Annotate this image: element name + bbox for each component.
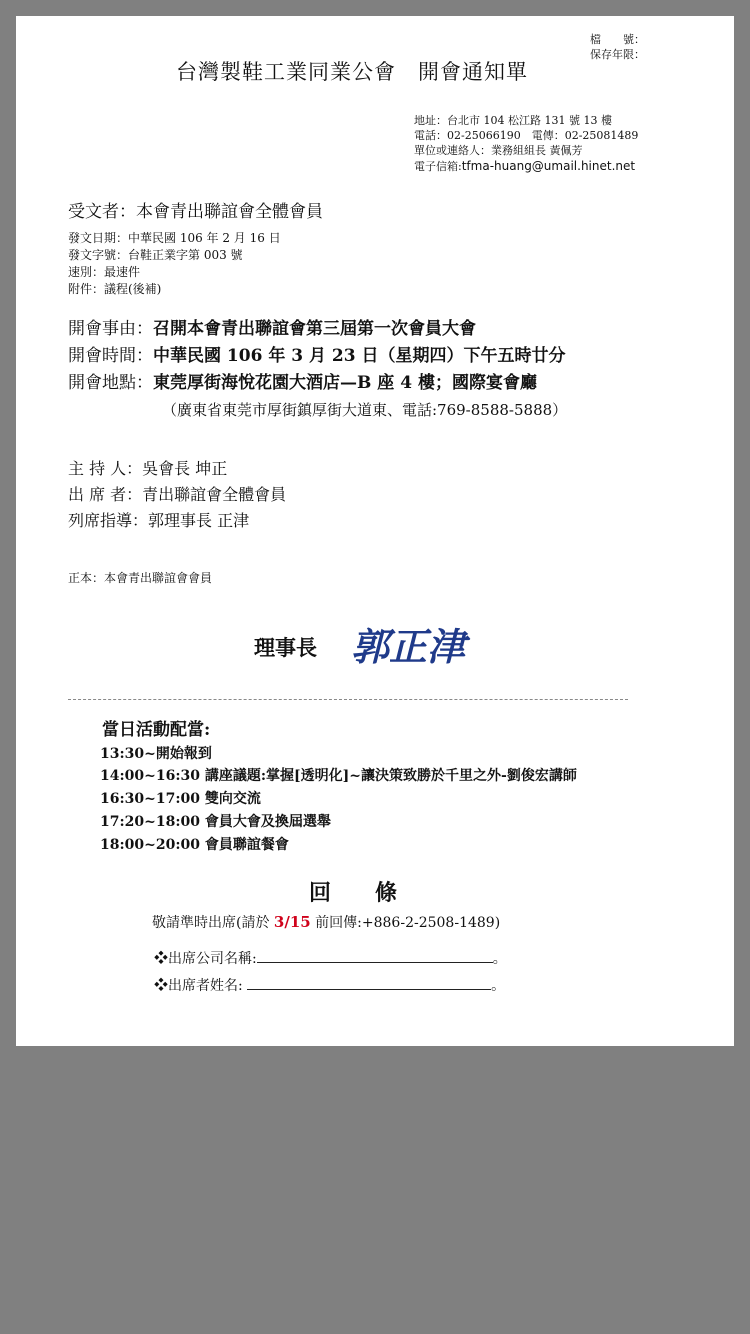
recipient: 受文者：本會青出聯誼會全體會員 (68, 202, 323, 222)
attendee-end-mark: 。 (491, 978, 506, 994)
retention-label: 保存年限： (590, 48, 645, 61)
schedule-heading: 當日活動配當: (102, 720, 211, 740)
schedule-item: 16:30~17:00 雙向交流 (100, 791, 261, 807)
email-address[interactable]: tfma-huang@umail.hinet.net (461, 159, 636, 173)
reply-heading: 回 條 (309, 880, 398, 906)
reply-deadline: 3/15 (273, 913, 311, 931)
time-label: 開會時間： (68, 346, 153, 366)
attendees: 出 席 者：青出聯誼會全體會員 (68, 485, 287, 504)
speed-class: 速別：最速件 (68, 265, 141, 279)
copy-to: 正本：本會青出聯誼會會員 (68, 571, 213, 585)
chairman-label: 理事長 (254, 635, 317, 660)
schedule-item: 17:20~18:00 會員大會及換屆選舉 (100, 814, 331, 830)
reply-note (152, 912, 500, 932)
meeting-time: 中華民國 106 年 3 月 23 日（星期四）下午五時廿分 (153, 346, 566, 366)
guidance: 列席指導：郭理事長 正津 (68, 511, 250, 530)
contact-phone: 電話：02-25066190 電傳：02-25081489 (414, 129, 639, 142)
host: 主 持 人：吳會長 坤正 (68, 459, 228, 478)
company-label: ❖出席公司名稱: (154, 951, 257, 967)
company-name-field[interactable] (257, 948, 493, 963)
company-end-mark: 。 (492, 951, 507, 967)
meeting-subject: 召開本會青出聯誼會第三屆第一次會員大會 (153, 319, 476, 339)
dashed-divider (68, 699, 628, 700)
meeting-place-address: （廣東省東莞市厚街鎮厚街大道東、電話:769-8588-5888） (162, 401, 568, 419)
chairman-signature (349, 616, 479, 680)
reply-note-post: 前回傳:+886-2-2508-1489) (310, 915, 501, 931)
meeting-place-row (68, 372, 537, 394)
contact-email-row (414, 159, 635, 174)
signature-glyphs: 郭正津 (351, 624, 466, 669)
meeting-subject-row (68, 318, 476, 340)
place-label: 開會地點： (68, 373, 153, 393)
schedule-item: 13:30~開始報到 (100, 746, 212, 762)
signature-image (349, 616, 479, 676)
attachment: 附件：議程(後補) (68, 282, 162, 296)
file-number-label: 檔 號： (590, 33, 645, 46)
document-page (16, 16, 734, 1046)
company-field-row (154, 948, 507, 968)
schedule-item: 18:00~20:00 會員聯誼餐會 (100, 837, 289, 853)
email-label: 電子信箱: (414, 160, 462, 173)
document-title: 台灣製鞋工業同業公會 開會通知單 (176, 60, 528, 84)
meeting-time-row (68, 345, 565, 367)
attendee-name-label: ❖出席者姓名: (154, 978, 248, 994)
contact-address: 地址：台北市 104 松江路 131 號 13 樓 (414, 114, 612, 127)
subject-label: 開會事由： (68, 319, 153, 339)
attendee-field-row (154, 975, 505, 995)
contact-person: 單位或連絡人：業務組組長 黃佩芳 (414, 144, 583, 157)
attendee-name-field[interactable] (247, 975, 491, 990)
meeting-place: 東莞厚街海悅花園大酒店—B 座 4 樓；國際宴會廳 (153, 373, 537, 393)
schedule-item: 14:00~16:30 講座議題:掌握[透明化]~讓決策致勝於千里之外-劉俊宏講師 (100, 768, 577, 784)
issue-date: 發文日期：中華民國 106 年 2 月 16 日 (68, 231, 281, 245)
issue-number: 發文字號：台鞋正業字第 003 號 (68, 248, 243, 262)
reply-note-pre: 敬請準時出席(請於 (152, 915, 274, 931)
